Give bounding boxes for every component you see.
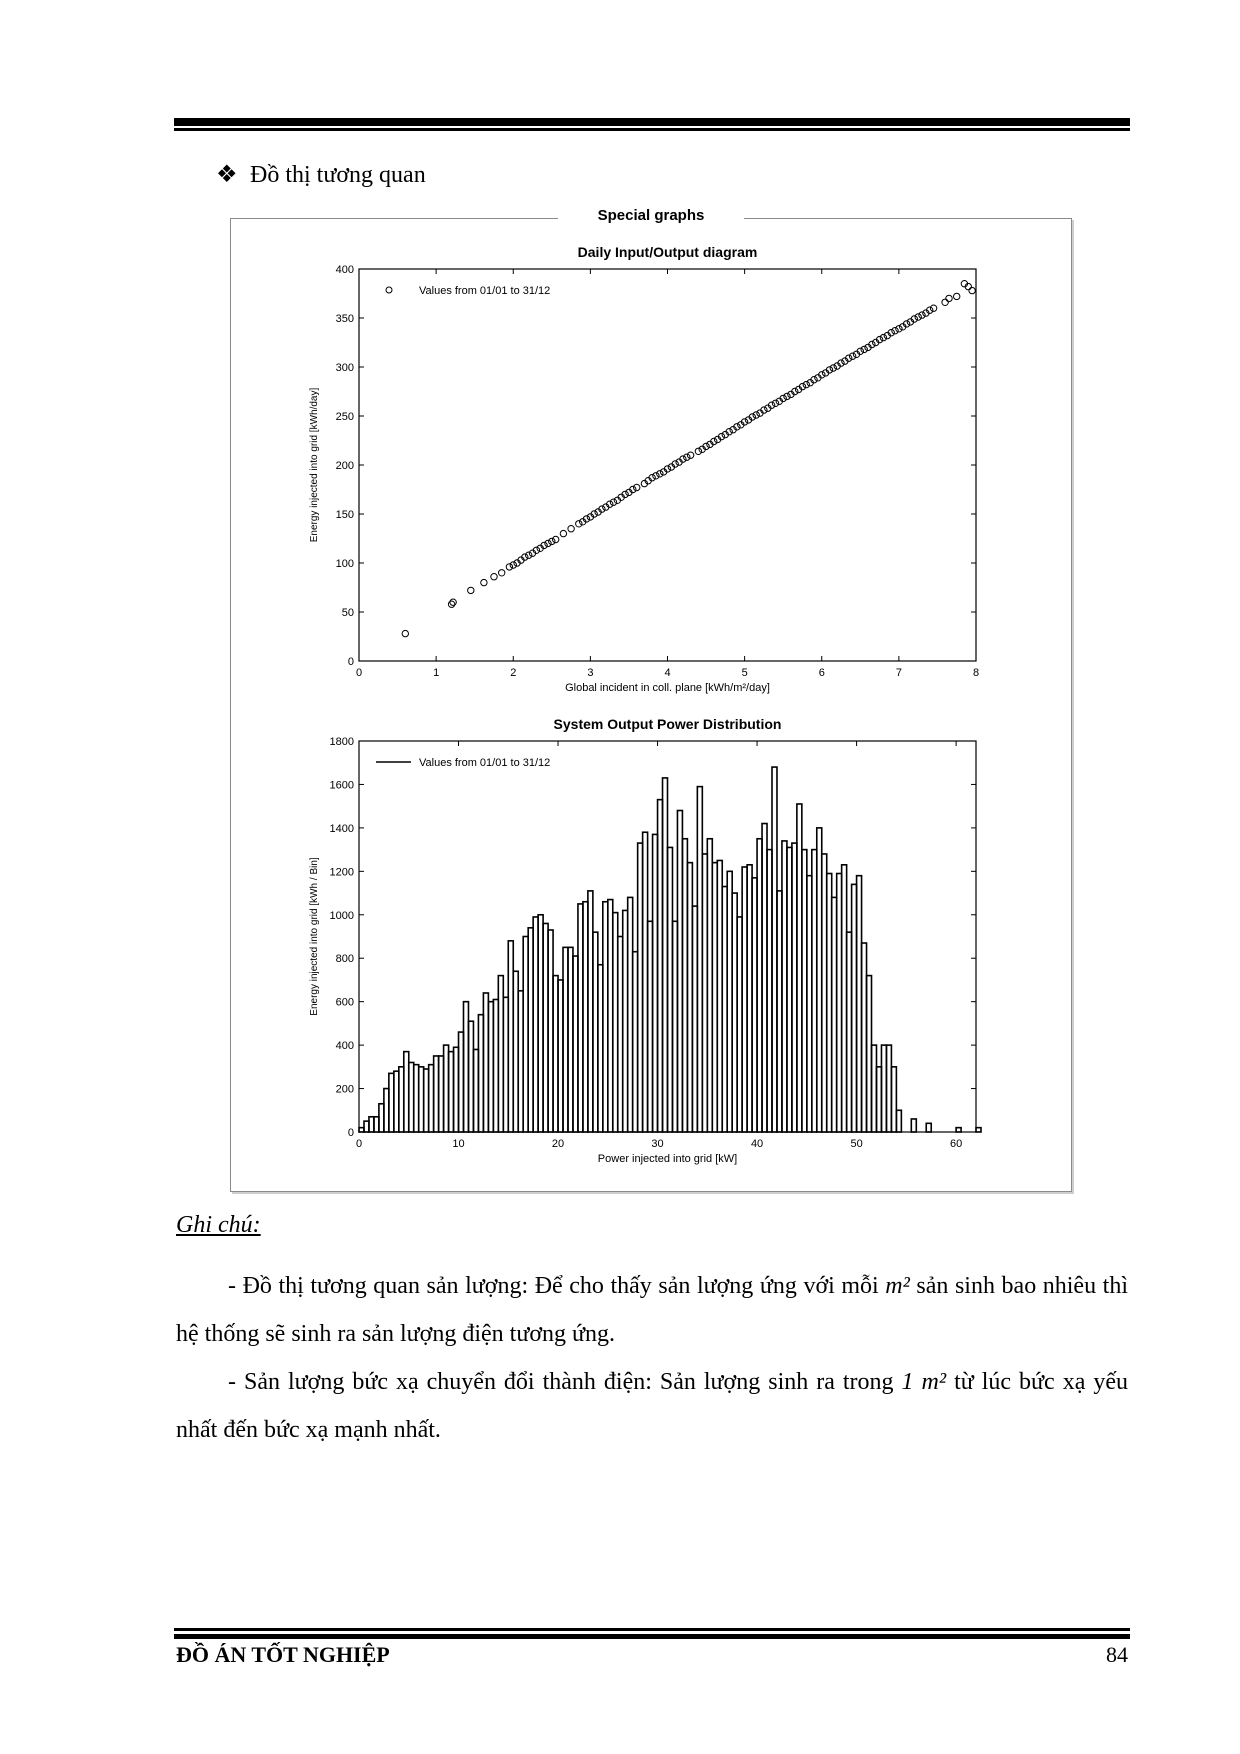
chart-1-title: Daily Input/Output diagram: [577, 244, 758, 260]
chart-2-bar: [926, 1123, 931, 1132]
chart-1-point: [610, 499, 616, 505]
chart-1-point: [568, 526, 574, 532]
chart-1-point: [634, 484, 640, 490]
chart-2-y-tick-label: 800: [335, 953, 354, 966]
chart-1-point: [684, 454, 690, 460]
section-heading: [216, 160, 426, 189]
chart-1-point: [919, 312, 925, 318]
chart-1-point: [481, 579, 487, 585]
chart-1-point: [499, 570, 505, 576]
chart-1-point: [576, 521, 582, 527]
chart-1-point: [553, 536, 559, 542]
chart-1-point: [549, 538, 555, 544]
chart-1-point: [491, 574, 497, 580]
chart-1-x-axis-label: Global incident in coll. plane [kWh/m²/day]: [565, 682, 770, 694]
chart-2-y-tick-label: 200: [335, 1083, 354, 1096]
chart-1-legend-text: Values from 01/01 to 31/12: [419, 285, 551, 297]
chart-2-y-tick-label: 400: [335, 1040, 354, 1053]
chart-1-point: [402, 630, 408, 636]
chart-2-bar: [911, 1119, 916, 1132]
chart-1-point: [880, 334, 886, 340]
note2-text-a: - Sản lượng bức xạ chuyển đổi thành điện: Sản lượng sinh ra trong: [228, 1369, 902, 1395]
chart-1-point: [510, 562, 516, 568]
chart-1-y-tick-label: 0: [347, 656, 354, 668]
chart-2-x-tick-label: 10: [452, 1138, 465, 1150]
chart-2-y-tick-label: 1200: [329, 866, 354, 879]
note1-text-a: - Đồ thị tương quan sản lượng: Để cho thấy sản lượng ứng với mỗi: [228, 1273, 886, 1299]
chart-1-x-tick-label: 1: [433, 667, 440, 679]
chart-2-legend-text: Values from 01/01 to 31/12: [419, 757, 551, 769]
chart-2-y-tick-label: 1800: [329, 736, 354, 748]
chart-1-point: [969, 287, 975, 293]
chart-1-point: [803, 381, 809, 387]
chart-2-y-tick-label: 0: [347, 1127, 354, 1139]
chart-1-point: [526, 552, 532, 558]
chart-1-x-tick-label: 5: [741, 667, 748, 679]
chart-1-x-tick-label: 4: [664, 667, 671, 679]
footer-title: ĐỒ ÁN TỐT NGHIỆP: [176, 1642, 390, 1667]
special-graphs-panel: [230, 207, 1072, 1192]
chart-2-y-tick-label: 600: [335, 996, 354, 1009]
chart-2-bar: [896, 1110, 901, 1132]
chart-1-point: [784, 393, 790, 399]
chart-1-point: [506, 564, 512, 570]
chart-2-y-tick-label: 1400: [329, 822, 354, 835]
page-number: 84: [1106, 1642, 1128, 1667]
chart-1-point: [772, 400, 778, 406]
chart-1-x-tick-label: 3: [587, 667, 594, 679]
chart-1-point: [450, 599, 456, 605]
chart-2-x-tick-label: 0: [355, 1138, 363, 1150]
chart-1-point: [861, 346, 867, 352]
chart-1-point: [560, 530, 566, 536]
note-paragraph-1: [176, 1262, 1128, 1358]
chart-1-point: [942, 299, 948, 305]
chart-1-x-tick-label: 6: [818, 667, 825, 679]
section-heading-text: Đồ thị tương quan: [250, 162, 426, 188]
chart-1-y-tick-label: 350: [335, 313, 354, 325]
chart-1-point: [954, 293, 960, 299]
panel-title-wrap: [231, 207, 1071, 225]
header-rule-thick: [174, 118, 1130, 126]
note2-text-b: từ lúc bức xạ yếu nhất đến bức xạ mạnh nhất.: [176, 1369, 1129, 1443]
chart-2-x-tick-label: 30: [651, 1138, 664, 1150]
notes-label: Ghi chú:: [176, 1212, 261, 1238]
chart-1-point: [448, 601, 454, 607]
chart-2-y-axis-label: Energy injected into grid [kWh / Bin]: [309, 857, 320, 1016]
chart-1-y-tick-label: 150: [335, 509, 354, 521]
chart-1-legend-marker: [386, 287, 392, 293]
chart-2-title: System Output Power Distribution: [553, 716, 782, 732]
chart-2-x-tick-label: 40: [750, 1138, 764, 1150]
chart-1-point: [946, 295, 952, 301]
header-rule-thin: [174, 128, 1130, 131]
chart-1-point: [849, 353, 855, 359]
chart-1-point: [468, 587, 474, 593]
charts-svg: [231, 219, 1071, 1191]
chart-2-y-tick-label: 1000: [329, 909, 354, 922]
chart-1-point: [896, 326, 902, 332]
chart-1-point: [830, 365, 836, 371]
chart-2-bar: [956, 1128, 961, 1132]
note2-math: 1 m²: [901, 1369, 947, 1395]
note1-math: m²: [885, 1273, 910, 1299]
chart-1-x-tick-label: 2: [510, 667, 517, 679]
chart-1-x-tick-label: 0: [355, 667, 363, 679]
chart-2-x-tick-label: 60: [949, 1138, 963, 1150]
chart-2-x-tick-label: 50: [850, 1138, 863, 1150]
chart-1-x-tick-label: 7: [895, 667, 902, 679]
panel-title: Special graphs: [558, 207, 745, 224]
chart-1-point: [892, 328, 898, 334]
chart-1-y-tick-label: 100: [335, 558, 354, 570]
chart-1-point: [657, 471, 663, 477]
chart-1-y-tick-label: 50: [341, 607, 354, 619]
chart-1-point: [753, 412, 759, 418]
chart-1-y-tick-label: 400: [335, 264, 354, 276]
footer-rule-thin: [174, 1628, 1130, 1631]
chart-1-point: [653, 473, 659, 479]
chart-2-x-tick-label: 20: [551, 1138, 565, 1150]
footer-rule-thick: [174, 1634, 1130, 1639]
note-paragraph-2: [176, 1358, 1128, 1454]
diamond-bullet-icon: ❖: [216, 162, 238, 188]
chart-1-point: [930, 305, 936, 311]
chart-1-y-tick-label: 250: [335, 411, 354, 423]
chart-1-point: [915, 314, 921, 320]
chart-1-x-tick-label: 8: [972, 667, 980, 679]
chart-1-point: [687, 452, 693, 458]
chart-2-x-axis-label: Power injected into grid [kW]: [597, 1153, 738, 1165]
chart-1-point: [545, 540, 551, 546]
chart-1-y-axis-label: Energy injected into grid [kWh/day]: [309, 387, 320, 543]
chart-2-bar: [976, 1128, 981, 1132]
chart-1-point: [695, 448, 701, 454]
chart-1-y-tick-label: 300: [335, 362, 354, 374]
chart-1-frame: [359, 269, 976, 661]
note1-text-b: sản sinh bao nhiêu thì hệ thống sẽ sinh ra sản lượng điện tương ứng.: [176, 1273, 1128, 1347]
chart-2-y-tick-label: 1600: [329, 779, 354, 792]
chart-1-y-tick-label: 200: [335, 460, 354, 472]
